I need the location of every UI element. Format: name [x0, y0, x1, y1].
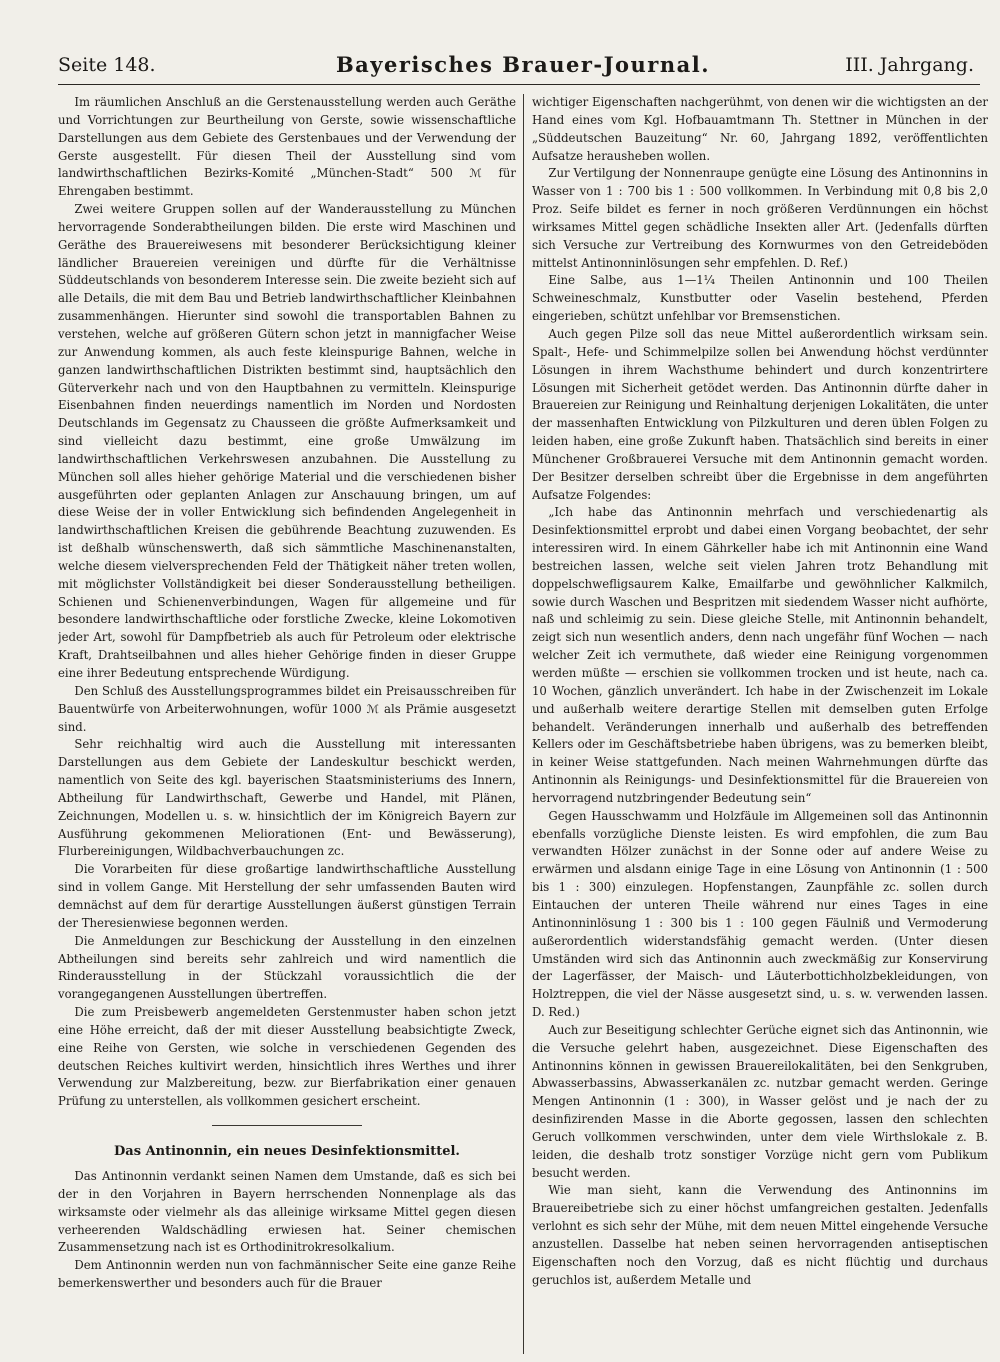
paragraph: Eine Salbe, aus 1—1¼ Theilen Antinonnin und 100 Theilen Schweineschmalz, Kunstbutter oder Vaselin bestehend, Pferden eingerieben, schützt unfehlbar vor Bremsenstichen. — [532, 273, 988, 324]
paragraph: Gegen Hausschwamm und Holzfäule im Allgemeinen soll das Antinonnin ebenfalls vorzügliche Dienste leisten. Es wird empfohlen, die zum Bau verwandten Hölzer zunächst in der Sonne oder auf andere Weise zu erwärmen und alsdann einige Tage in eine Lösung von Antinonnin (1 : 500 bis 1 : 300) einzulegen. Hopfenstangen, Zaunpfähle zc. sollen durch Eintauchen der unteren Theile während nur eines Tages in eine Antinonninlösung 1 : 300 bis 1 : 100 gegen Fäulniß und Vermoderung außerordentlich widerstandsfähig gemacht werden. (Unter diesen Umständen wird sich das Antinonnin auch zweckmäßig zur Konservirung der Lagerfässer, der Maisch- und Läuterbottichholzbekleidungen, von Holztreppen, die viel der Nässe ausgesetzt sind, u. s. w. verwenden lassen. D. Red.) — [532, 808, 988, 1020]
paragraph: Den Schluß des Ausstellungsprogrammes bildet ein Preisausschreiben für Bauentwürfe von Arbeiterwohnungen, wofür 1000 ℳ als Prämie ausgesetzt sind. — [58, 683, 516, 734]
quoted-paragraph: „Ich habe das Antinonnin mehrfach und verschiedenartig als Desinfektionsmittel erprobt und dabei einen Vorgang beobachtet, der sehr interessiren wird. In einem Gährkeller habe ich mit Antinonnin eine Wand bestreichen lassen, welche seit vielen Jahren trotz Behandlung mit doppelschwefligsaurem Kalke, Emailfarbe und gewöhnlicher Kalkmilch, sowie durch Waschen und Bespritzen mit siedendem Wasser nicht aufhörte, naß und schleimig zu sein. Diese gleiche Stelle, mit Antinonnin behandelt, zeigt sich nun wesentlich anders, denn nach ungefähr fünf Wochen — nach welcher Zeit ich vermuthete, daß wieder eine Reinigung vorgenommen werden müßte — erschien sie vollkommen trocken und ist heute, nach ca. 10 Wochen, gänzlich unverändert. Ich habe in der Zwischenzeit im Lokale und außerhalb weitere derartige Stellen mit demselben guten Erfolge behandelt. Veränderungen innerhalb und außerhalb des betreffenden Kellers oder im Geschäftsbetriebe haben übrigens, was zu bemerken bleibt, in keiner Weise stattgefunden. Nach meinen Wahrnehmungen dürfte das Antinonnin als Reinigungs- und Desinfektionsmittel für die Brauereien von hervorragend nutzbringender Bedeutung sein“ — [532, 505, 988, 805]
paragraph: Die zum Preisbewerb angemeldeten Gerstenmuster haben schon jetzt eine Höhe erreicht, daß der mit dieser Ausstellung beabsichtigte Zweck, eine Reihe von Gersten, wie solche in verschiedenen Gegenden des deutschen Reiches kultivirt werden, hinsichtlich ihres Werthes und ihrer Verwendung zur Malzbereitung, bezw. zur Bierfabrikation einer genauen Prüfung zu unterstellen, als vollkommen gesichert erscheint. — [58, 1005, 516, 1109]
paragraph: Auch gegen Pilze soll das neue Mittel außerordentlich wirksam sein. Spalt-, Hefe- und Schimmelpilze sollen bei Anwendung höchst verdünnter Lösungen in ihrem Wachsthume behindert und durch konzentrirtere Lösungen mit Sicherheit getödet werden. Das Antinonnin dürfte daher in Brauereien zur Reinigung und Reinhaltung derjenigen Lokalitäten, die unter der massenhaften Entwicklung von Pilzkulturen und deren üblen Folgen zu leiden haben, eine große Zukunft haben. Thatsächlich sind bereits in einer Münchener Großbrauerei Versuche mit dem Antinonnin gemacht worden. Der Besitzer derselben schreibt über die Ergebnisse in dem angeführten Aufsatze Folgendes: — [532, 326, 988, 502]
volume-label: III. Jahrgang. — [845, 54, 974, 76]
journal-title: Bayerisches Brauer-Journal. — [335, 52, 711, 77]
paragraph: Das Antinonnin verdankt seinen Namen dem Umstande, daß es sich bei der in den Vorjahren in Bayern herrschenden Nonnenplage als das wirksamste oder vielmehr als das alleinige wirksame Mittel gegen diesen verheerenden Waldschädling erwiesen hat. Seiner chemischen Zusammensetzung nach ist es Orthodinitrokresolkalium. — [58, 1169, 516, 1255]
page-header — [58, 0, 988, 78]
paragraph: Die Anmeldungen zur Beschickung der Ausstellung in den einzelnen Abtheilungen sind bereits sehr zahlreich und wird namentlich die Rinderausstellung in der Stückzahl voraussichtlich die der vorangegangenen Ausstellungen übertreffen. — [58, 933, 516, 1002]
paragraph: Im räumlichen Anschluß an die Gerstenausstellung werden auch Geräthe und Vorrichtungen zur Beurtheilung von Gerste, sowie wissenschaftliche Darstellungen aus dem Gebiete des Gerstenbaues und der Verwendung der Gerste ausgestellt. Für diesen Theil der Ausstellung sind vom landwirthschaftlichen Bezirks-Komité „München-Stadt“ 500 ℳ für Ehrengaben bestimmt. — [58, 95, 516, 199]
paragraph: Sehr reichhaltig wird auch die Ausstellung mit interessanten Darstellungen aus dem Gebiete der Landeskultur beschickt werden, namentlich von Seite des kgl. bayerischen Staatsministeriums des Innern, Abtheilung für Landwirthschaft, Gewerbe und Handel, mit Plänen, Zeichnungen, Modellen u. s. w. hinsichtlich der im Königreich Bayern zur Ausführung gekommenen Meliorationen (Ent- und Bewässerung), Flurbereinigungen, Wildbachverbauchungen zc. — [58, 737, 516, 859]
article-columns — [58, 94, 988, 1354]
paragraph: Wie man sieht, kann die Verwendung des Antinonnins im Brauereibetriebe sich zu einer höchst umfangreichen gestalten. Jedenfalls verlohnt es sich sehr der Mühe, mit dem neuen Mittel eingehende Versuche anzustellen. Dasselbe hat neben seinen hervorragenden antiseptischen Eigenschaften noch den Vorzug, daß es nicht flüchtig und durchaus geruchlos ist, außerdem Metalle und — [532, 1183, 988, 1287]
left-column — [58, 94, 516, 1354]
header-rule — [58, 84, 980, 85]
right-column — [532, 94, 988, 1354]
paragraph: Zwei weitere Gruppen sollen auf der Wanderausstellung zu München hervorragende Sonderabtheilungen bilden. Die erste wird Maschinen und Geräthe des Brauereiwesens mit besonderer Berücksichtigung kleiner ländlicher Brauereien vereinigen und dürfte für die Verhältnisse Süddeutschlands von besonderem Interesse sein. Die zweite bezieht sich auf alle Details, die mit dem Bau und Betrieb landwirthschaftlicher Kleinbahnen zusammenhängen. Hierunter sind sowohl die transportablen Bahnen zu verstehen, welche auf größeren Gütern schon jetzt in mannigfacher Weise zur Anwendung kommen, als auch feste kleinspurige Bahnen, welche in ganzen landwirthschaftlichen Distrikten bestimmt sind, hauptsächlich den Güterverkehr nach und von den Hauptbahnen zu vermitteln. Kleinspurige Eisenbahnen finden neuerdings namentlich im Norden und Nordosten Deutschlands im Gegensatz zu Chausseen die größte Aufmerksamkeit und sind vielleicht dazu bestimmt, eine große Umwälzung im landwirthschaftlichen Verkehrswesen anzubahnen. Die Ausstellung zu München soll alles hieher gehörige Material und die verschiedenen bisher ausgeführten oder geplanten Anlagen zur Anschauung bringen, um auf diese Weise der in voller Entwicklung sich befindenden Angelegenheit in landwirthschaftlichen Kreisen die gebührende Beachtung zuzuwenden. Es ist deßhalb wünschenswerth, daß sich sämmtliche Maschinenanstalten, welche diesem vielversprechenden Feld der Thätigkeit näher treten wollen, mit möglichster Vollständigkeit bei dieser Sonderausstellung betheiligen. Schienen und Schienenverbindungen, Wagen für allgemeine und für besondere landwirthschaftliche oder forstliche Zwecke, kleine Lokomotiven jeder Art, sowohl für Dampfbetrieb als auch für Petroleum oder elektrische Kraft, Drahtseilbahnen und alles hieher Gehörige finden in dieser Gruppe eine ihrer Bedeutung entsprechende Würdigung. — [58, 202, 516, 680]
paragraph: Dem Antinonnin werden nun von fachmännischer Seite eine ganze Reihe bemerkenswerther und besonders auch für die Brauer — [58, 1258, 516, 1291]
article-heading: Das Antinonnin, ein neues Desinfektionsmittel. — [114, 1144, 460, 1160]
paragraph: wichtiger Eigenschaften nachgerühmt, von denen wir die wichtigsten an der Hand eines vom Kgl. Hofbauamtmann Th. Stettner in München in der „Süddeutschen Bauzeitung“ Nr. 60, Jahrgang 1892, veröffentlichten Aufsatze herausheben wollen. — [532, 95, 988, 163]
page-number: Seite 148. — [58, 54, 156, 76]
column-divider — [523, 94, 524, 1354]
paragraph: Auch zur Beseitigung schlechter Gerüche eignet sich das Antinonnin, wie die Versuche gelehrt haben, ausgezeichnet. Diese Eigenschaften des Antinonnins können in gewissen Brauereilokalitäten, bei den Senkgruben, Abwasserbassins, Abwasserkanälen zc. nutzbar gemacht werden. Geringe Mengen Antinonnin (1 : 300), in Wasser gelöst und je nach der zu desinfizirenden Masse in die Aborte gegossen, lassen den schlechten Geruch vollkommen verschwinden, unter dem viele Wirthslokale z. B. leiden, die deshalb trotz sonstiger Vorzüge nicht gern vom Publikum besucht werden. — [532, 1022, 988, 1180]
paragraph: Zur Vertilgung der Nonnenraupe genügte eine Lösung des Antinonnins in Wasser von 1 : 700 bis 1 : 500 vollkommen. In Verbindung mit 0,8 bis 2,0 Proz. Seife bildet es ferner in noch größeren Verdünnungen ein höchst wirksames Mittel gegen schädliche Insekten aller Art. (Jedenfalls dürften sich Versuche zur Vertreibung des Kornwurmes von den Getreideböden mittelst Antinonninlösungen sehr empfehlen. D. Ref.) — [532, 166, 988, 270]
paragraph: Die Vorarbeiten für diese großartige landwirthschaftliche Ausstellung sind in vollem Gange. Mit Herstellung der sehr umfassenden Bauten wird demnächst auf dem für derartige Ausstellungen äußerst günstigen Terrain der Theresienwiese begonnen werden. — [58, 862, 516, 930]
section-separator — [212, 1125, 362, 1126]
